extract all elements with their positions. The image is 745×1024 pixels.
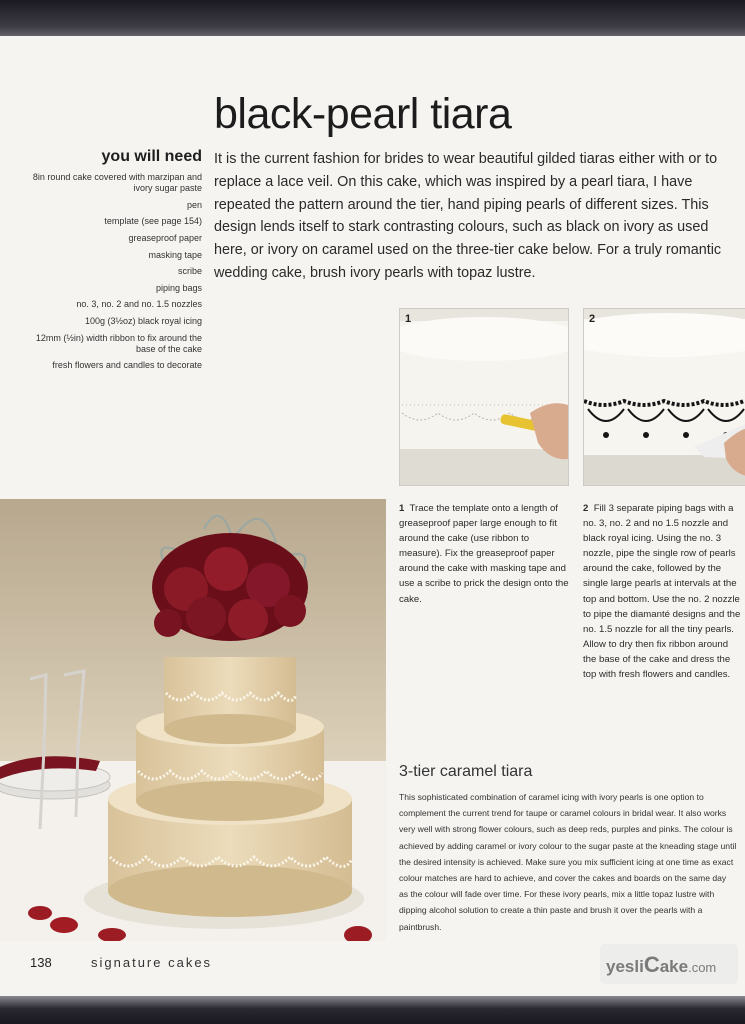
ingredient-item: template (see page 154) <box>104 216 202 227</box>
ingredient-item: fresh flowers and candles to decorate <box>52 360 202 371</box>
ingredient-item: piping bags <box>155 282 202 293</box>
ingredient-item: no. 3, no. 2 and no. 1.5 nozzles <box>76 299 202 310</box>
section-name: signature cakes <box>91 955 213 970</box>
page-number: 138 <box>30 955 52 970</box>
three-tier-cake-photo <box>0 499 386 941</box>
step-1-photo-number: 1 <box>405 313 412 325</box>
ingredient-list <box>30 172 202 377</box>
cake-illustration <box>0 499 386 941</box>
ingredient-item: greaseproof paper <box>128 232 202 243</box>
watermark-part1: yesli <box>606 957 644 976</box>
step-1-photo <box>399 308 569 486</box>
watermark-part3: ake <box>659 957 689 976</box>
variation-paragraph: This sophisticated combination of caramel icing with ivory pearls is one option to complement the current trend for taupe or caramel colours in bridal wear. It also works very well with strong flower colours, such as deep reds, purples and pinks. The colour is achieved by adding caramel or ivory colour to the sugar paste at the kneading stage until the desired intensity is achieved. Make sure you mix sufficient icing at one time as exact colour matches are hard to achieve, and cover the cakes and boards on the same day as the colour will fade over time. For these ivory pearls, mix a little topaz lustre with dipping alcohol solution to create a thin paste and brush it over the pearls with a paintbrush. <box>399 792 737 932</box>
book-page <box>0 36 745 998</box>
ingredient-item: pen <box>186 199 202 210</box>
ingredient-item: 100g (3½oz) black royal icing <box>84 315 202 326</box>
step-1-number: 1 <box>399 503 405 514</box>
ingredient-item: 8in round cake covered with marzipan and ivory sugar paste <box>32 172 202 194</box>
step-2-number: 2 <box>583 503 589 514</box>
ingredient-item: masking tape <box>148 249 202 260</box>
step-1-body: Trace the template onto a length of greaseproof paper large enough to fit around the cake (use ribbon to measure). Fix the greaseproof paper around the cake with masking tape and use a scribe to prick the design onto the cake. <box>399 503 569 605</box>
scan-bottom-edge <box>0 996 745 1024</box>
step-2-illustration <box>584 309 745 485</box>
scan-top-edge <box>0 0 745 38</box>
step-2-photo-number: 2 <box>589 313 596 325</box>
step-2-photo <box>583 308 745 486</box>
recipe-title: black-pearl tiara <box>214 90 512 138</box>
step-2-body: Fill 3 separate piping bags with a no. 3, no. 2 and no 1.5 nozzle and black royal icing. Using the no. 3 nozzle, pipe the single row of pearls around the cake, followed by the single large pearls at intervals at the top and bottom. Use the no. 2 nozzle to pipe the diamanté designs and the no. 1.5 nozzle for all the tiny pearls. Allow to dry then fix ribbon around the base of the cake and dress the top with fresh flowers and candles. <box>583 503 741 681</box>
step-2-text <box>583 501 743 682</box>
you-will-need-heading: you will need <box>101 148 202 165</box>
watermark-logo <box>600 944 738 984</box>
watermark-part2: C <box>643 952 660 977</box>
step-1-text <box>399 501 569 607</box>
ingredient-item: 12mm (½in) width ribbon to fix around the base of the cake <box>35 332 202 354</box>
variation-heading: 3-tier caramel tiara <box>399 763 533 780</box>
watermark-text <box>606 952 716 978</box>
ingredient-item: scribe <box>177 266 202 277</box>
watermark-part4: .com <box>688 960 717 975</box>
intro-paragraph: It is the current fashion for brides to wear beautiful gilded tiaras either with or to replace a lace veil. On this cake, which was inspired by a pearl tiara, I have repeated the pattern around the tier, hand piping pearls of different sizes. This design lends itself to stark contrasting colours, such as black on ivory as used here, or ivory on caramel used on the three-tier cake below. For a truly romantic wedding cake, brush ivory pearls with topaz lustre. <box>214 151 722 281</box>
step-1-illustration <box>400 309 568 485</box>
